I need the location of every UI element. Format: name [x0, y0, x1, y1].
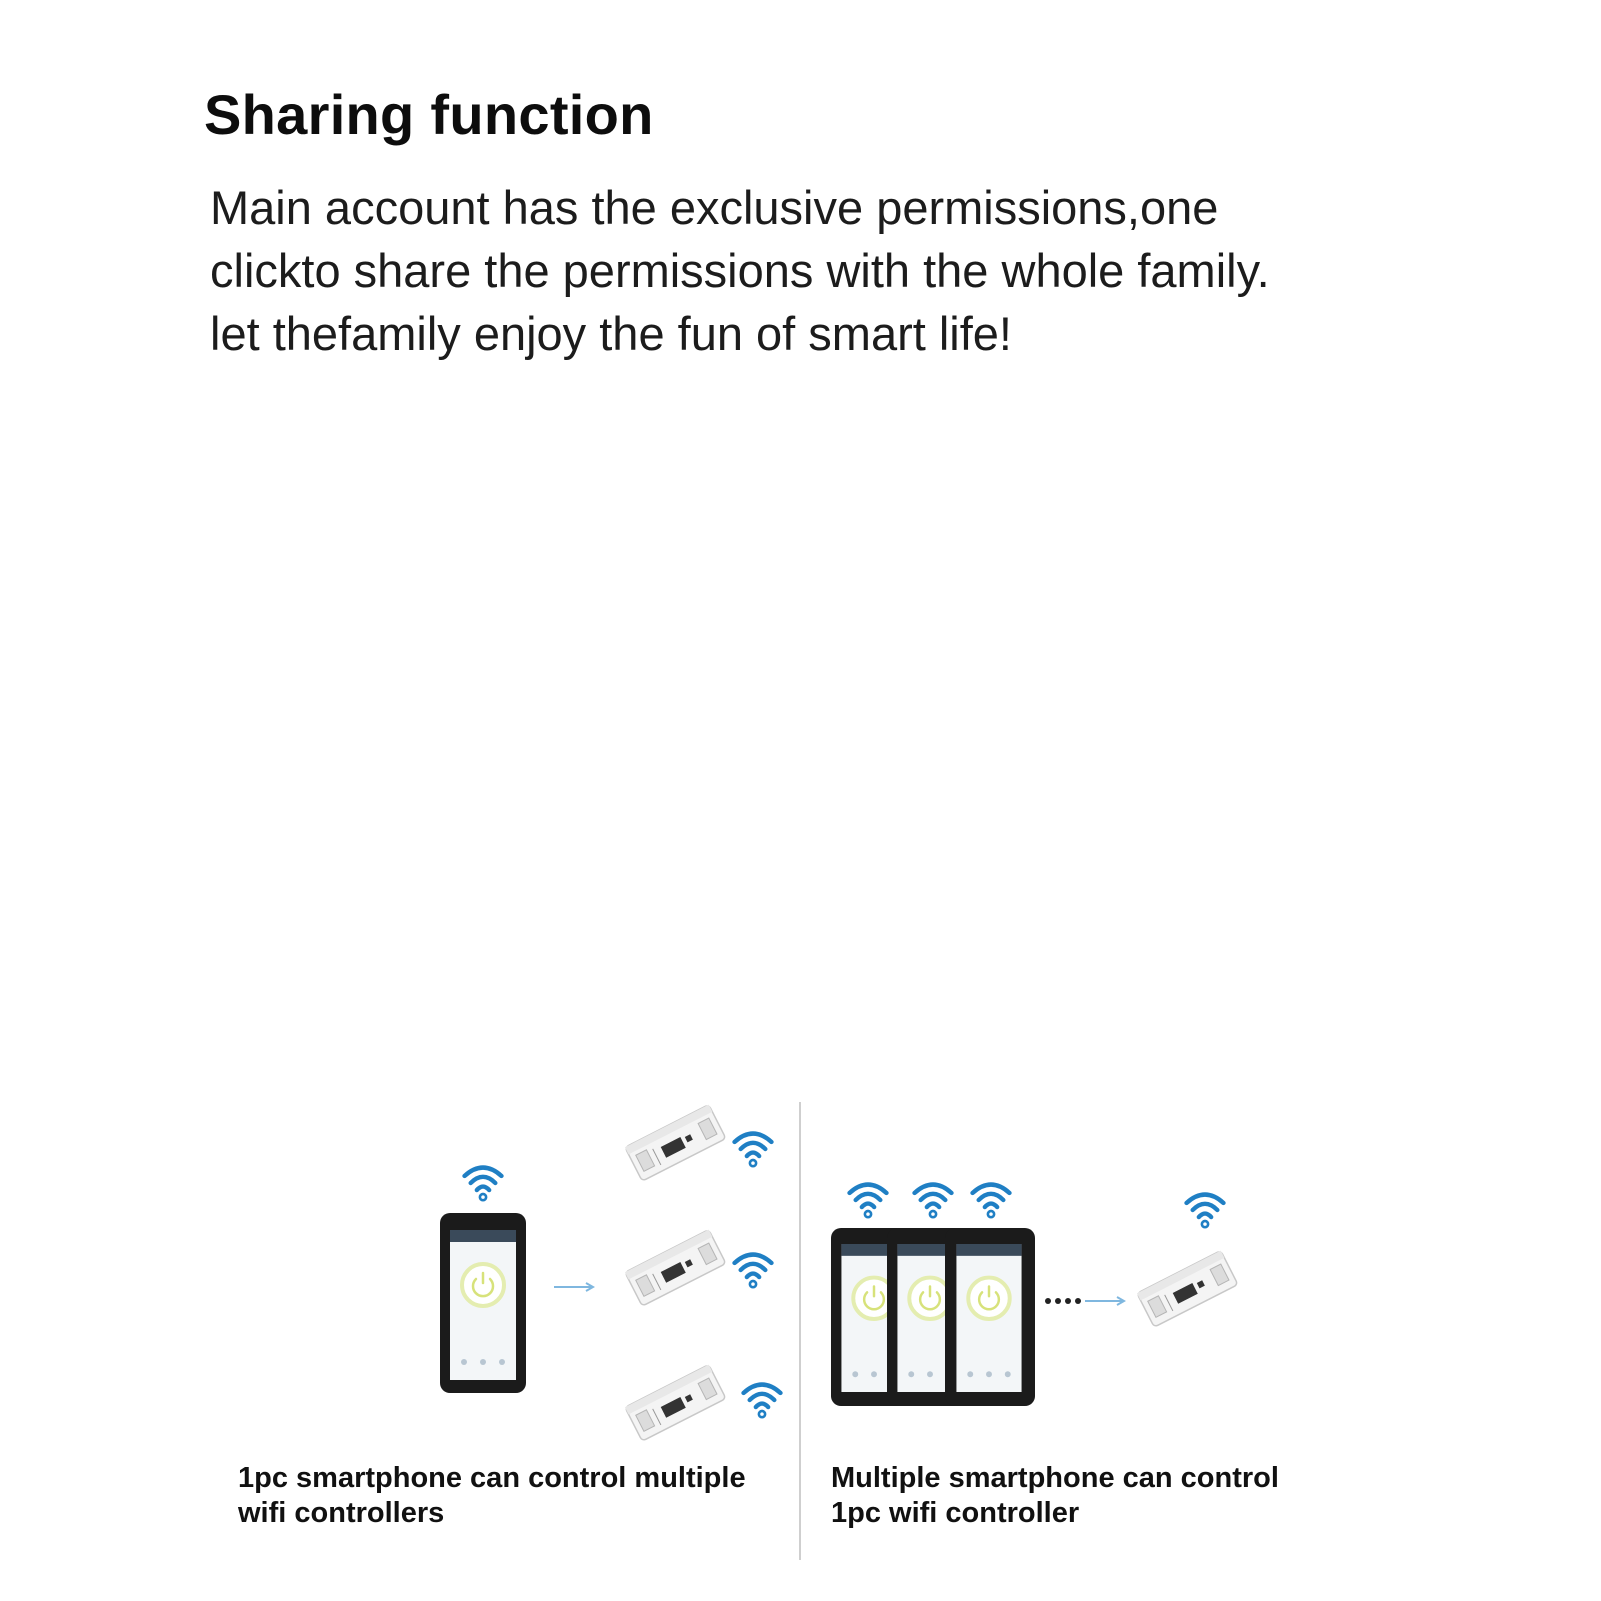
- right-caption-line-2: 1pc wifi controller: [831, 1497, 1080, 1529]
- description-line-3: let thefamily enjoy the fun of smart life!: [210, 307, 1012, 360]
- arrow-icon: [553, 1280, 595, 1294]
- left-caption: [238, 1461, 746, 1531]
- wifi-switch-module-icon: [620, 1227, 730, 1307]
- ellipsis-dots: [1044, 1296, 1082, 1306]
- wifi-icon: [846, 1178, 890, 1222]
- wifi-icon: [911, 1178, 955, 1222]
- panel-divider: [799, 1102, 801, 1560]
- page-title: Sharing function: [204, 83, 654, 146]
- description-line-2: clickto share the permissions with the whole family.: [210, 244, 1270, 297]
- description: [210, 176, 1460, 365]
- wifi-icon: [740, 1378, 784, 1422]
- wifi-icon: [969, 1178, 1013, 1222]
- smartphone-icon: [944, 1227, 1036, 1407]
- description-line-1: Main account has the exclusive permissions,one: [210, 181, 1219, 234]
- wifi-icon: [731, 1248, 775, 1292]
- wifi-icon: [1183, 1188, 1227, 1232]
- wifi-switch-module-icon: [620, 1102, 730, 1182]
- wifi-icon: [731, 1127, 775, 1171]
- right-caption-line-1: Multiple smartphone can control: [831, 1462, 1279, 1494]
- wifi-switch-module-icon: [620, 1362, 730, 1442]
- wifi-icon: [461, 1161, 505, 1205]
- smartphone-icon: [439, 1212, 527, 1394]
- left-caption-line-2: wifi controllers: [238, 1497, 445, 1529]
- left-caption-line-1: 1pc smartphone can control multiple: [238, 1462, 746, 1494]
- wifi-switch-module-icon: [1132, 1248, 1242, 1328]
- right-caption: [831, 1461, 1279, 1531]
- arrow-icon: [1084, 1294, 1126, 1308]
